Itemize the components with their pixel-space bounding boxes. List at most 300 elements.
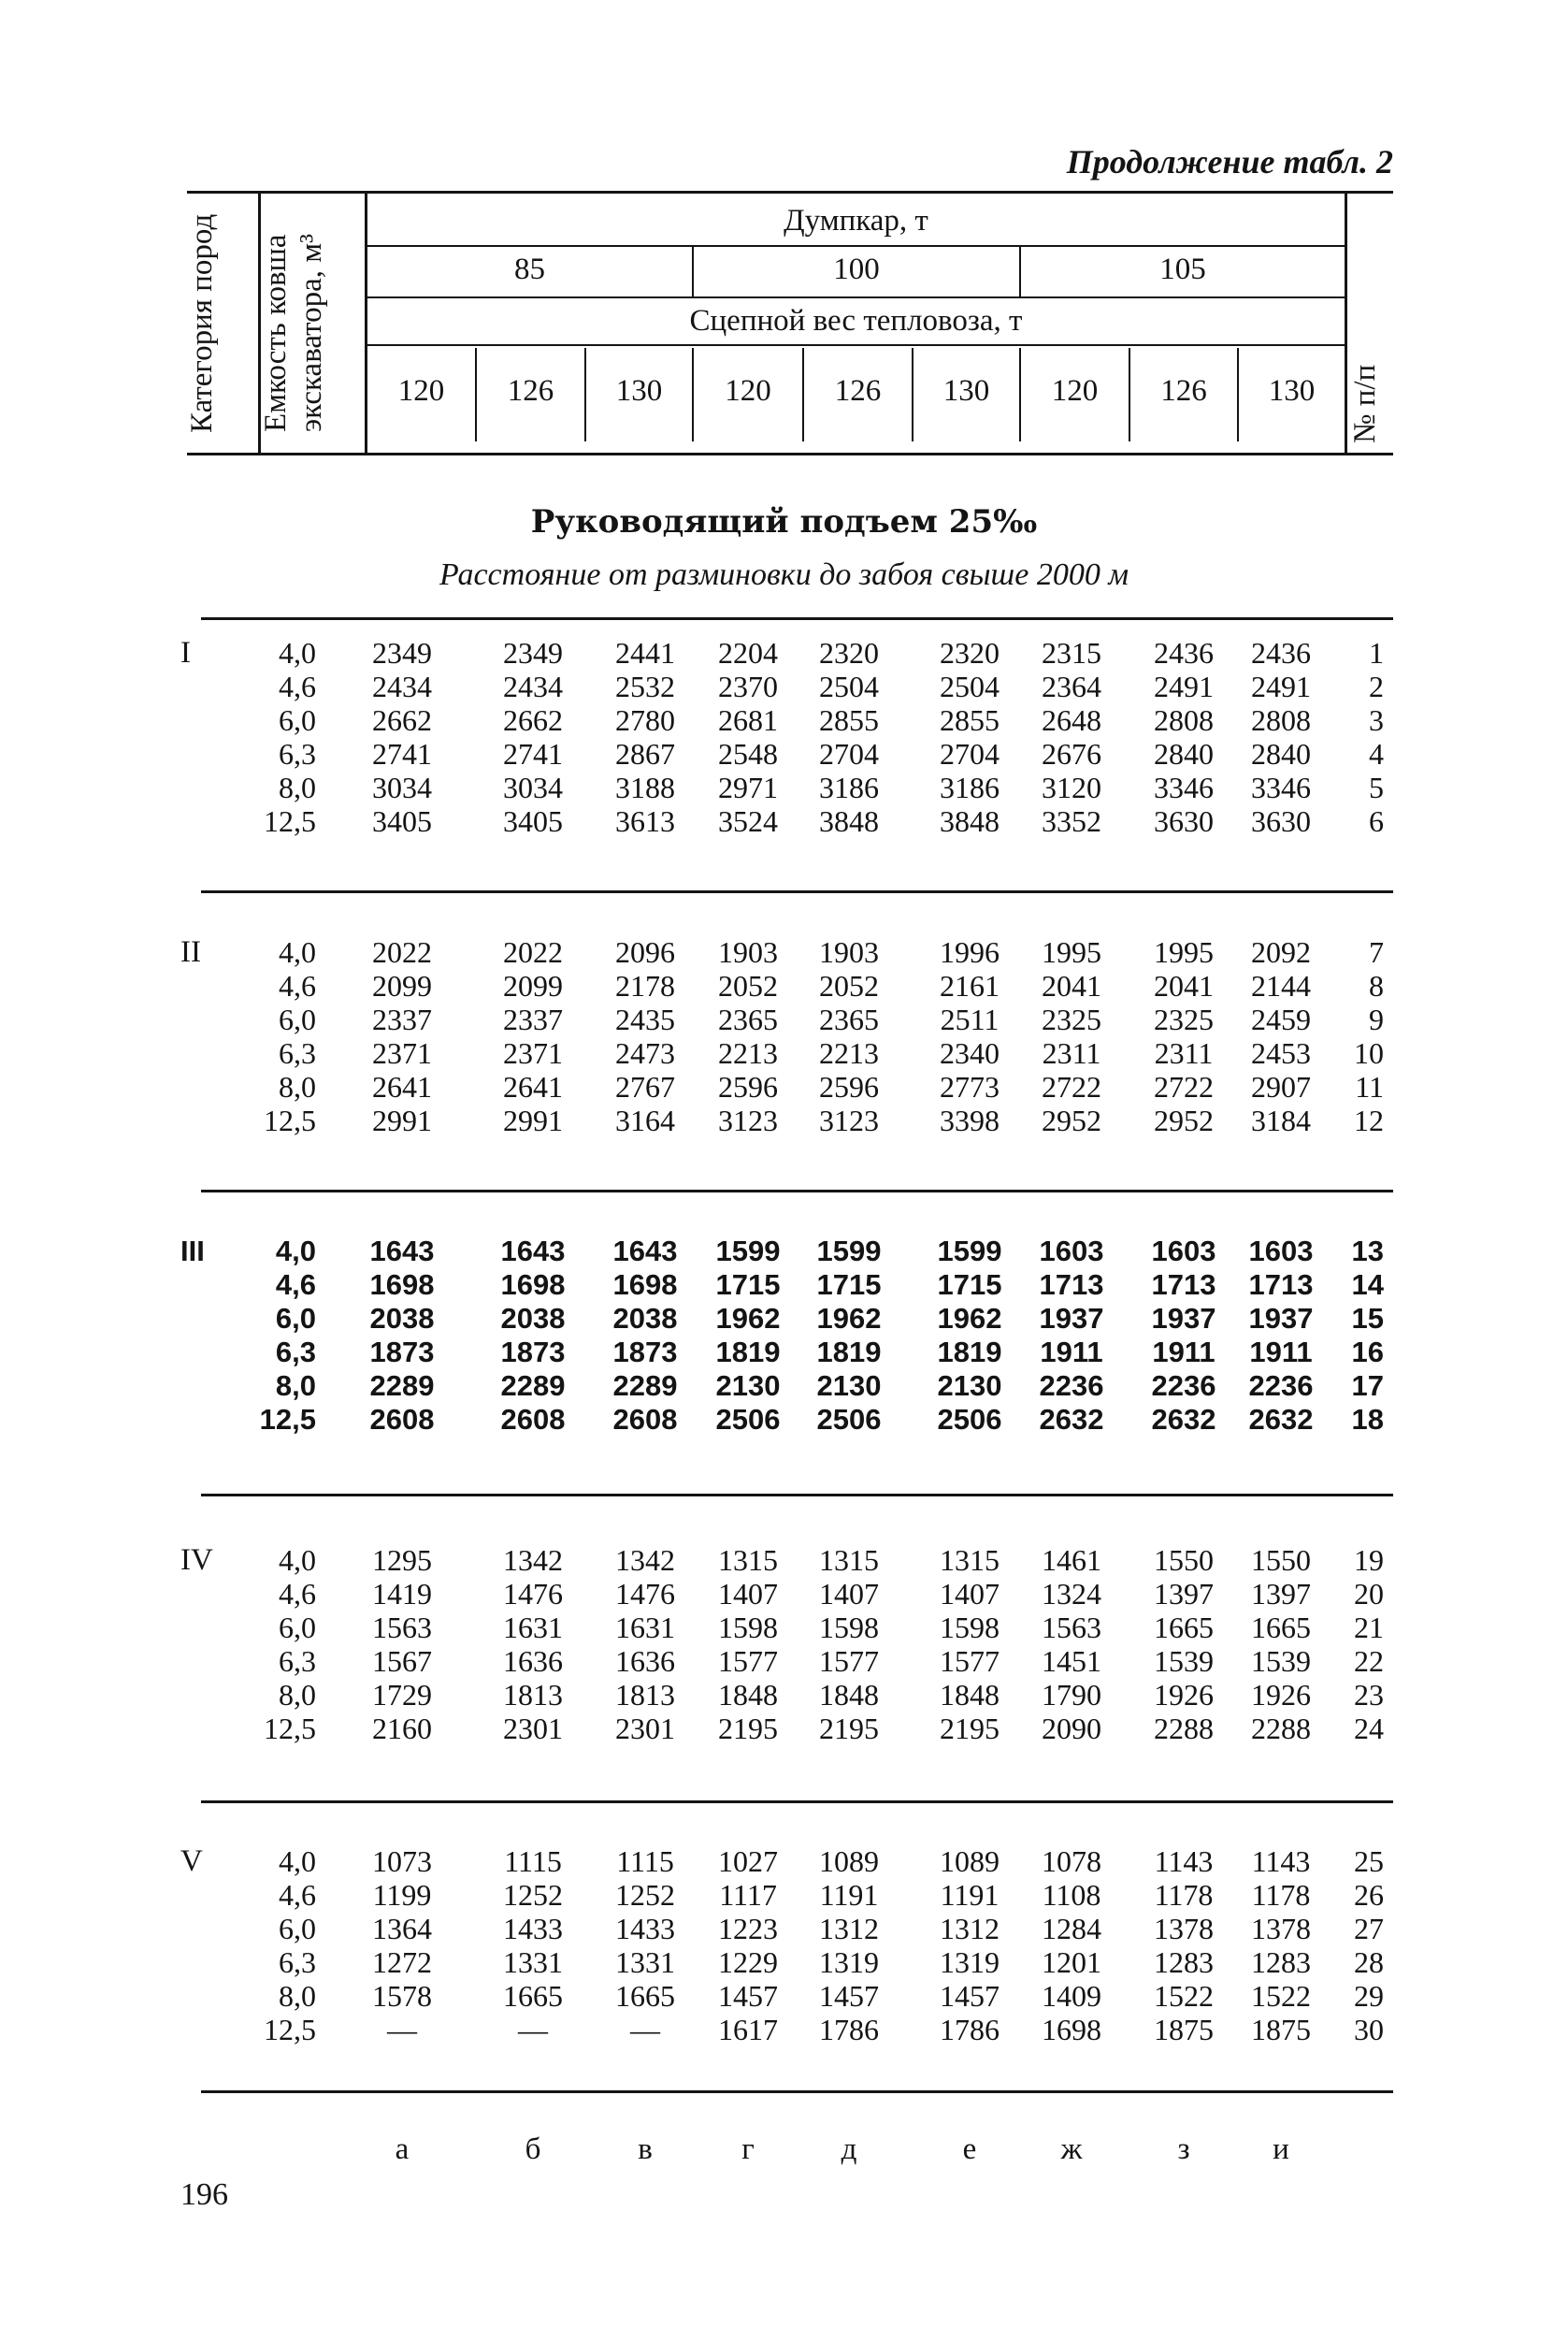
table-cell: 1563 — [372, 1611, 432, 1644]
table-cell: 1407 — [819, 1577, 879, 1611]
table-cell: 1315 — [819, 1543, 879, 1577]
table-cell: 1143 — [1251, 1844, 1311, 1878]
row-number: 28 — [1354, 1945, 1384, 1979]
table-cell: 1577 — [819, 1644, 879, 1678]
row-number: 13 — [1351, 1235, 1384, 1267]
table-cell: 1578 — [372, 1979, 432, 2013]
bucket-capacity: 8,0 — [279, 771, 316, 804]
table-cell: 2311 — [1042, 1036, 1101, 1070]
table-cell: 2236 — [1039, 1369, 1104, 1402]
column-letter: и — [1273, 2132, 1289, 2166]
table-cell: 1457 — [819, 1979, 879, 2013]
row-number: 10 — [1354, 1036, 1384, 1070]
table-cell: 2178 — [615, 969, 675, 1003]
bucket-capacity: 4,0 — [279, 1844, 316, 1878]
bucket-capacity: 6,0 — [279, 1611, 316, 1644]
table-cell: 1407 — [940, 1577, 1000, 1611]
table-cell: 1962 — [715, 1302, 781, 1335]
row-number: 3 — [1369, 703, 1384, 737]
table-cell: 1875 — [1251, 2013, 1311, 2046]
table-cell: 2596 — [718, 1070, 778, 1104]
table-cell: — — [518, 2013, 548, 2046]
category-label: IV — [180, 1543, 213, 1577]
table-cell: 2808 — [1251, 703, 1311, 737]
table-cell: 1229 — [718, 1945, 778, 1979]
bucket-capacity: 8,0 — [279, 1979, 316, 2013]
table-cell: 2608 — [500, 1403, 566, 1436]
table-cell: 2365 — [718, 1003, 778, 1036]
row-number: 20 — [1354, 1577, 1384, 1611]
table-cell: 3034 — [372, 771, 432, 804]
row-number: 16 — [1351, 1336, 1384, 1368]
group-separator — [201, 890, 1393, 893]
table-cell: 2337 — [372, 1003, 432, 1036]
table-cell: 2704 — [940, 737, 1000, 771]
table-cell: 1319 — [940, 1945, 1000, 1979]
table-cell: 2780 — [615, 703, 675, 737]
table-cell: — — [387, 2013, 417, 2046]
section-subtitle: Расстояние от разминовки до забоя свыше 2000 м — [439, 557, 1129, 592]
column-letter: а — [395, 2132, 410, 2166]
bucket-capacity: 12,5 — [264, 1712, 316, 1745]
table-cell: 1911 — [1040, 1336, 1103, 1368]
table-cell: 3184 — [1251, 1104, 1311, 1137]
header-loco-value: 126 — [1160, 374, 1207, 408]
table-cell: 1342 — [615, 1543, 675, 1577]
table-cell: 1342 — [503, 1543, 563, 1577]
category-label: III — [180, 1235, 205, 1267]
table-cell: 1252 — [503, 1878, 563, 1912]
table-cell: 1433 — [503, 1912, 563, 1945]
column-letter: д — [841, 2132, 857, 2166]
table-cell: 2952 — [1154, 1104, 1214, 1137]
table-cell: 1283 — [1251, 1945, 1311, 1979]
row-number: 5 — [1369, 771, 1384, 804]
table-cell: 1665 — [615, 1979, 675, 2013]
table-cell: 3630 — [1251, 804, 1311, 838]
bucket-capacity: 6,0 — [279, 1003, 316, 1036]
column-letter: в — [638, 2132, 653, 2166]
table-cell: 2855 — [940, 703, 1000, 737]
table-cell: 2038 — [612, 1302, 678, 1335]
table-cell: 1522 — [1251, 1979, 1311, 2013]
table-cell: 1698 — [369, 1268, 435, 1301]
table-cell: 3186 — [940, 771, 1000, 804]
table-cell: 2195 — [940, 1712, 1000, 1745]
table-cell: 2041 — [1154, 969, 1214, 1003]
row-number: 25 — [1354, 1844, 1384, 1878]
table-cell: 2195 — [718, 1712, 778, 1745]
table-cell: 2337 — [503, 1003, 563, 1036]
table-cell: 1813 — [615, 1678, 675, 1712]
table-cell: 1875 — [1154, 2013, 1214, 2046]
table-cell: 1873 — [369, 1336, 435, 1368]
table-cell: 2130 — [715, 1369, 781, 1402]
table-cell: 1715 — [816, 1268, 882, 1301]
table-cell: 2325 — [1042, 1003, 1101, 1036]
table-cell: 1397 — [1154, 1577, 1214, 1611]
table-cell: 1117 — [719, 1878, 777, 1912]
loco-rule — [367, 344, 1345, 346]
row-number: 19 — [1354, 1543, 1384, 1577]
table-cell: 1903 — [819, 935, 879, 969]
table-cell: 2608 — [369, 1403, 435, 1436]
table-cell: 1178 — [1251, 1878, 1311, 1912]
table-cell: 1848 — [819, 1678, 879, 1712]
table-cell: 1698 — [1042, 2013, 1101, 2046]
table-cell: 1272 — [372, 1945, 432, 1979]
bucket-capacity: 6,0 — [279, 1912, 316, 1945]
category-label: V — [180, 1844, 203, 1878]
table-cell: 1603 — [1248, 1235, 1314, 1267]
table-cell: 1962 — [816, 1302, 882, 1335]
table-cell: 2195 — [819, 1712, 879, 1745]
row-number: 23 — [1354, 1678, 1384, 1712]
bucket-capacity: 12,5 — [264, 804, 316, 838]
table-cell: 1252 — [615, 1878, 675, 1912]
table-cell: 2371 — [503, 1036, 563, 1070]
table-cell: 1451 — [1042, 1644, 1101, 1678]
header-loco-value: 130 — [1268, 374, 1316, 408]
table-cell: 2301 — [503, 1712, 563, 1745]
table-cell: 2349 — [503, 636, 563, 670]
table-cell: 2491 — [1154, 670, 1214, 703]
bucket-capacity: 8,0 — [279, 1678, 316, 1712]
table-cell: 2038 — [500, 1302, 566, 1335]
table-cell: 2052 — [819, 969, 879, 1003]
table-cell: 2453 — [1251, 1036, 1311, 1070]
table-cell: 1819 — [937, 1336, 1002, 1368]
row-number: 12 — [1354, 1104, 1384, 1137]
table-cell: 2704 — [819, 737, 879, 771]
table-cell: 1698 — [500, 1268, 566, 1301]
table-cell: 1312 — [819, 1912, 879, 1945]
bucket-capacity: 6,3 — [279, 1036, 316, 1070]
table-cell: 2641 — [503, 1070, 563, 1104]
table-cell: 2632 — [1039, 1403, 1104, 1436]
bucket-capacity: 6,3 — [279, 1945, 316, 1979]
table-cell: 1331 — [503, 1945, 563, 1979]
table-cell: 2236 — [1151, 1369, 1216, 1402]
table-cell: 2213 — [819, 1036, 879, 1070]
table-cell: 2204 — [718, 636, 778, 670]
table-cell: 2236 — [1248, 1369, 1314, 1402]
header-loco: Сцепной вес тепловоза, т — [689, 304, 1023, 338]
table-cell: 2532 — [615, 670, 675, 703]
table-cell: 1115 — [504, 1844, 562, 1878]
table-cell: 2288 — [1251, 1712, 1311, 1745]
table-cell: 1108 — [1042, 1878, 1101, 1912]
table-cell: 1643 — [500, 1235, 566, 1267]
table-cell: 1636 — [615, 1644, 675, 1678]
table-cell: 2767 — [615, 1070, 675, 1104]
table-cell: 1729 — [372, 1678, 432, 1712]
row-number: 22 — [1354, 1644, 1384, 1678]
table-cell: 1713 — [1151, 1268, 1216, 1301]
table-cell: 1283 — [1154, 1945, 1214, 1979]
row-number: 9 — [1369, 1003, 1384, 1036]
bucket-capacity: 6,3 — [275, 1336, 316, 1368]
table-cell: 1903 — [718, 935, 778, 969]
table-cell: 1603 — [1151, 1235, 1216, 1267]
table-cell: 2773 — [940, 1070, 1000, 1104]
table-cell: 1143 — [1154, 1844, 1214, 1878]
table-cell: 2867 — [615, 737, 675, 771]
table-cell: 2349 — [372, 636, 432, 670]
table-cell: 3398 — [940, 1104, 1000, 1137]
table-cell: 3405 — [503, 804, 563, 838]
table-cell: 1962 — [937, 1302, 1002, 1335]
category-label: I — [180, 636, 191, 670]
footer-rule — [201, 2090, 1393, 2093]
table-cell: 1073 — [372, 1844, 432, 1878]
table-cell: 1995 — [1154, 935, 1214, 969]
table-cell: 2435 — [615, 1003, 675, 1036]
table-cell: 2971 — [718, 771, 778, 804]
table-cell: 1315 — [940, 1543, 1000, 1577]
table-cell: 1599 — [937, 1235, 1002, 1267]
table-cell: 1476 — [615, 1577, 675, 1611]
table-cell: 3405 — [372, 804, 432, 838]
bucket-capacity: 8,0 — [275, 1369, 316, 1402]
table-cell: 1397 — [1251, 1577, 1311, 1611]
bucket-capacity: 4,6 — [279, 1878, 316, 1912]
row-number: 24 — [1354, 1712, 1384, 1745]
table-cell: 2099 — [372, 969, 432, 1003]
table-cell: 3352 — [1042, 804, 1101, 838]
row-number: 6 — [1369, 804, 1384, 838]
table-cell: 1331 — [615, 1945, 675, 1979]
table-cell: 2436 — [1251, 636, 1311, 670]
table-cell: 1937 — [1248, 1302, 1314, 1335]
table-cell: 1937 — [1039, 1302, 1104, 1335]
table-cell: 2504 — [819, 670, 879, 703]
bucket-capacity: 4,0 — [275, 1235, 316, 1267]
table-cell: 2052 — [718, 969, 778, 1003]
table-cell: 1284 — [1042, 1912, 1101, 1945]
header-loco-value: 120 — [1051, 374, 1099, 408]
table-cell: 1643 — [612, 1235, 678, 1267]
table-cell: 1873 — [612, 1336, 678, 1368]
table-cell: 2301 — [615, 1712, 675, 1745]
table-cell: 2371 — [372, 1036, 432, 1070]
table-cell: 2092 — [1251, 935, 1311, 969]
row-number: 17 — [1351, 1369, 1384, 1402]
table-cell: 2907 — [1251, 1070, 1311, 1104]
table-cell: 2991 — [372, 1104, 432, 1137]
table-cell: — — [630, 2013, 660, 2046]
table-cell: 2022 — [503, 935, 563, 969]
table-cell: 2648 — [1042, 703, 1101, 737]
bucket-capacity: 12,5 — [264, 2013, 316, 2046]
column-letter: г — [741, 2132, 755, 2166]
table-cell: 1089 — [819, 1844, 879, 1878]
table-cell: 3034 — [503, 771, 563, 804]
dumpcar-values-rule — [367, 296, 1345, 298]
table-cell: 1996 — [940, 935, 1000, 969]
table-cell: 3346 — [1251, 771, 1311, 804]
bucket-capacity: 4,0 — [279, 1543, 316, 1577]
table-cell: 1873 — [500, 1336, 566, 1368]
section-rule — [201, 617, 1393, 620]
header-bucket: Емкость ковша экскаватора, м³ — [259, 233, 328, 432]
table-cell: 2130 — [937, 1369, 1002, 1402]
header-dumpcar-105: 105 — [1159, 253, 1206, 286]
header-dumpcar: Думпкар, т — [784, 204, 928, 238]
table-cell: 1476 — [503, 1577, 563, 1611]
table-cell: 1926 — [1251, 1678, 1311, 1712]
bucket-capacity: 6,0 — [279, 703, 316, 737]
header-loco-value: 130 — [615, 374, 663, 408]
bucket-capacity: 4,0 — [279, 935, 316, 969]
table-cell: 1715 — [937, 1268, 1002, 1301]
table-cell: 1550 — [1251, 1543, 1311, 1577]
table-cell: 2364 — [1042, 670, 1101, 703]
table-cell: 1599 — [715, 1235, 781, 1267]
table-cell: 1550 — [1154, 1543, 1214, 1577]
group-separator — [201, 1190, 1393, 1192]
page-number: 196 — [180, 2177, 228, 2212]
table-cell: 2289 — [500, 1369, 566, 1402]
table-cell: 2991 — [503, 1104, 563, 1137]
table-cell: 1665 — [1251, 1611, 1311, 1644]
table-cell: 1631 — [503, 1611, 563, 1644]
row-number: 4 — [1369, 737, 1384, 771]
category-label: II — [180, 935, 201, 969]
table-cell: 1457 — [940, 1979, 1000, 2013]
table-cell: 2325 — [1154, 1003, 1214, 1036]
header-bottom-rule — [187, 453, 1393, 455]
table-cell: 3848 — [940, 804, 1000, 838]
table-cell: 1926 — [1154, 1678, 1214, 1712]
table-cell: 1027 — [718, 1844, 778, 1878]
table-cell: 1223 — [718, 1912, 778, 1945]
table-cell: 2473 — [615, 1036, 675, 1070]
row-number: 14 — [1351, 1268, 1384, 1301]
header-top-rule — [187, 191, 1393, 194]
table-cell: 2548 — [718, 737, 778, 771]
table-cell: 2676 — [1042, 737, 1101, 771]
table-cell: 2641 — [372, 1070, 432, 1104]
table-cell: 2722 — [1154, 1070, 1214, 1104]
table-cell: 2022 — [372, 935, 432, 969]
header-category: Категория пород — [185, 213, 219, 433]
table-cell: 1790 — [1042, 1678, 1101, 1712]
table-cell: 3120 — [1042, 771, 1101, 804]
table-cell: 2096 — [615, 935, 675, 969]
bucket-capacity: 4,6 — [275, 1268, 316, 1301]
header-dumpcar-85: 85 — [514, 253, 545, 286]
table-cell: 2506 — [937, 1403, 1002, 1436]
header-loco-value: 120 — [725, 374, 771, 408]
table-cell: 2289 — [369, 1369, 435, 1402]
table-cell: 1598 — [718, 1611, 778, 1644]
table-cell: 1819 — [715, 1336, 781, 1368]
row-number: 27 — [1354, 1912, 1384, 1945]
table-cell: 2160 — [372, 1712, 432, 1745]
table-cell: 1599 — [816, 1235, 882, 1267]
header-loco-value: 130 — [942, 374, 990, 408]
bucket-capacity: 4,6 — [279, 1577, 316, 1611]
table-cell: 2144 — [1251, 969, 1311, 1003]
table-cell: 1665 — [1154, 1611, 1214, 1644]
row-number: 29 — [1354, 1979, 1384, 2013]
row-number: 26 — [1354, 1878, 1384, 1912]
table-cell: 1312 — [940, 1912, 1000, 1945]
table-cell: 2596 — [819, 1070, 879, 1104]
row-number: 11 — [1355, 1070, 1384, 1104]
header-loco-value: 120 — [397, 374, 445, 408]
row-number: 7 — [1369, 935, 1384, 969]
row-number: 15 — [1351, 1302, 1384, 1335]
row-number: 2 — [1369, 670, 1384, 703]
table-cell: 1819 — [816, 1336, 882, 1368]
header-loco-value: 126 — [834, 374, 882, 408]
table-cell: 2161 — [940, 969, 1000, 1003]
table-cell: 3123 — [718, 1104, 778, 1137]
table-cell: 1178 — [1154, 1878, 1214, 1912]
column-letter: е — [962, 2132, 977, 2166]
table-cell: 1115 — [616, 1844, 674, 1878]
table-cell: 2608 — [612, 1403, 678, 1436]
table-cell: 2840 — [1251, 737, 1311, 771]
table-cell: 2722 — [1042, 1070, 1101, 1104]
table-cell: 2099 — [503, 969, 563, 1003]
table-cell: 1786 — [819, 2013, 879, 2046]
table-cell: 1407 — [718, 1577, 778, 1611]
table-cell: 1324 — [1042, 1577, 1101, 1611]
table-cell: 1563 — [1042, 1611, 1101, 1644]
table-cell: 1786 — [940, 2013, 1000, 2046]
table-cell: 2288 — [1154, 1712, 1214, 1745]
dumpcar-rule — [367, 245, 1345, 247]
table-cell: 2952 — [1042, 1104, 1101, 1137]
column-letter: з — [1177, 2132, 1190, 2166]
table-cell: 2855 — [819, 703, 879, 737]
table-cell: 2506 — [715, 1403, 781, 1436]
table-cell: 1643 — [369, 1235, 435, 1267]
table-cell: 1078 — [1042, 1844, 1101, 1878]
table-cell: 2681 — [718, 703, 778, 737]
table-cell: 3188 — [615, 771, 675, 804]
bucket-capacity: 6,0 — [275, 1302, 316, 1335]
table-cell: 2662 — [372, 703, 432, 737]
table-cell: 3630 — [1154, 804, 1214, 838]
table-cell: 2090 — [1042, 1712, 1101, 1745]
row-number: 8 — [1369, 969, 1384, 1003]
table-cell: 1539 — [1154, 1644, 1214, 1678]
table-cell: 1813 — [503, 1678, 563, 1712]
table-cell: 2741 — [372, 737, 432, 771]
table-cell: 1911 — [1249, 1336, 1313, 1368]
table-cell: 1522 — [1154, 1979, 1214, 2013]
table-cell: 2434 — [503, 670, 563, 703]
bucket-capacity: 4,6 — [279, 670, 316, 703]
bucket-capacity: 4,0 — [279, 636, 316, 670]
table-cell: 1378 — [1251, 1912, 1311, 1945]
header-dumpcar-100: 100 — [833, 253, 880, 286]
table-cell: 2504 — [940, 670, 1000, 703]
table-cell: 2130 — [816, 1369, 882, 1402]
table-cell: 3186 — [819, 771, 879, 804]
table-cell: 1319 — [819, 1945, 879, 1979]
table-cell: 2320 — [819, 636, 879, 670]
table-cell: 2840 — [1154, 737, 1214, 771]
table-cell: 1631 — [615, 1611, 675, 1644]
table-cell: 1911 — [1152, 1336, 1216, 1368]
row-number: 30 — [1354, 2013, 1384, 2046]
group-separator — [201, 1800, 1393, 1803]
